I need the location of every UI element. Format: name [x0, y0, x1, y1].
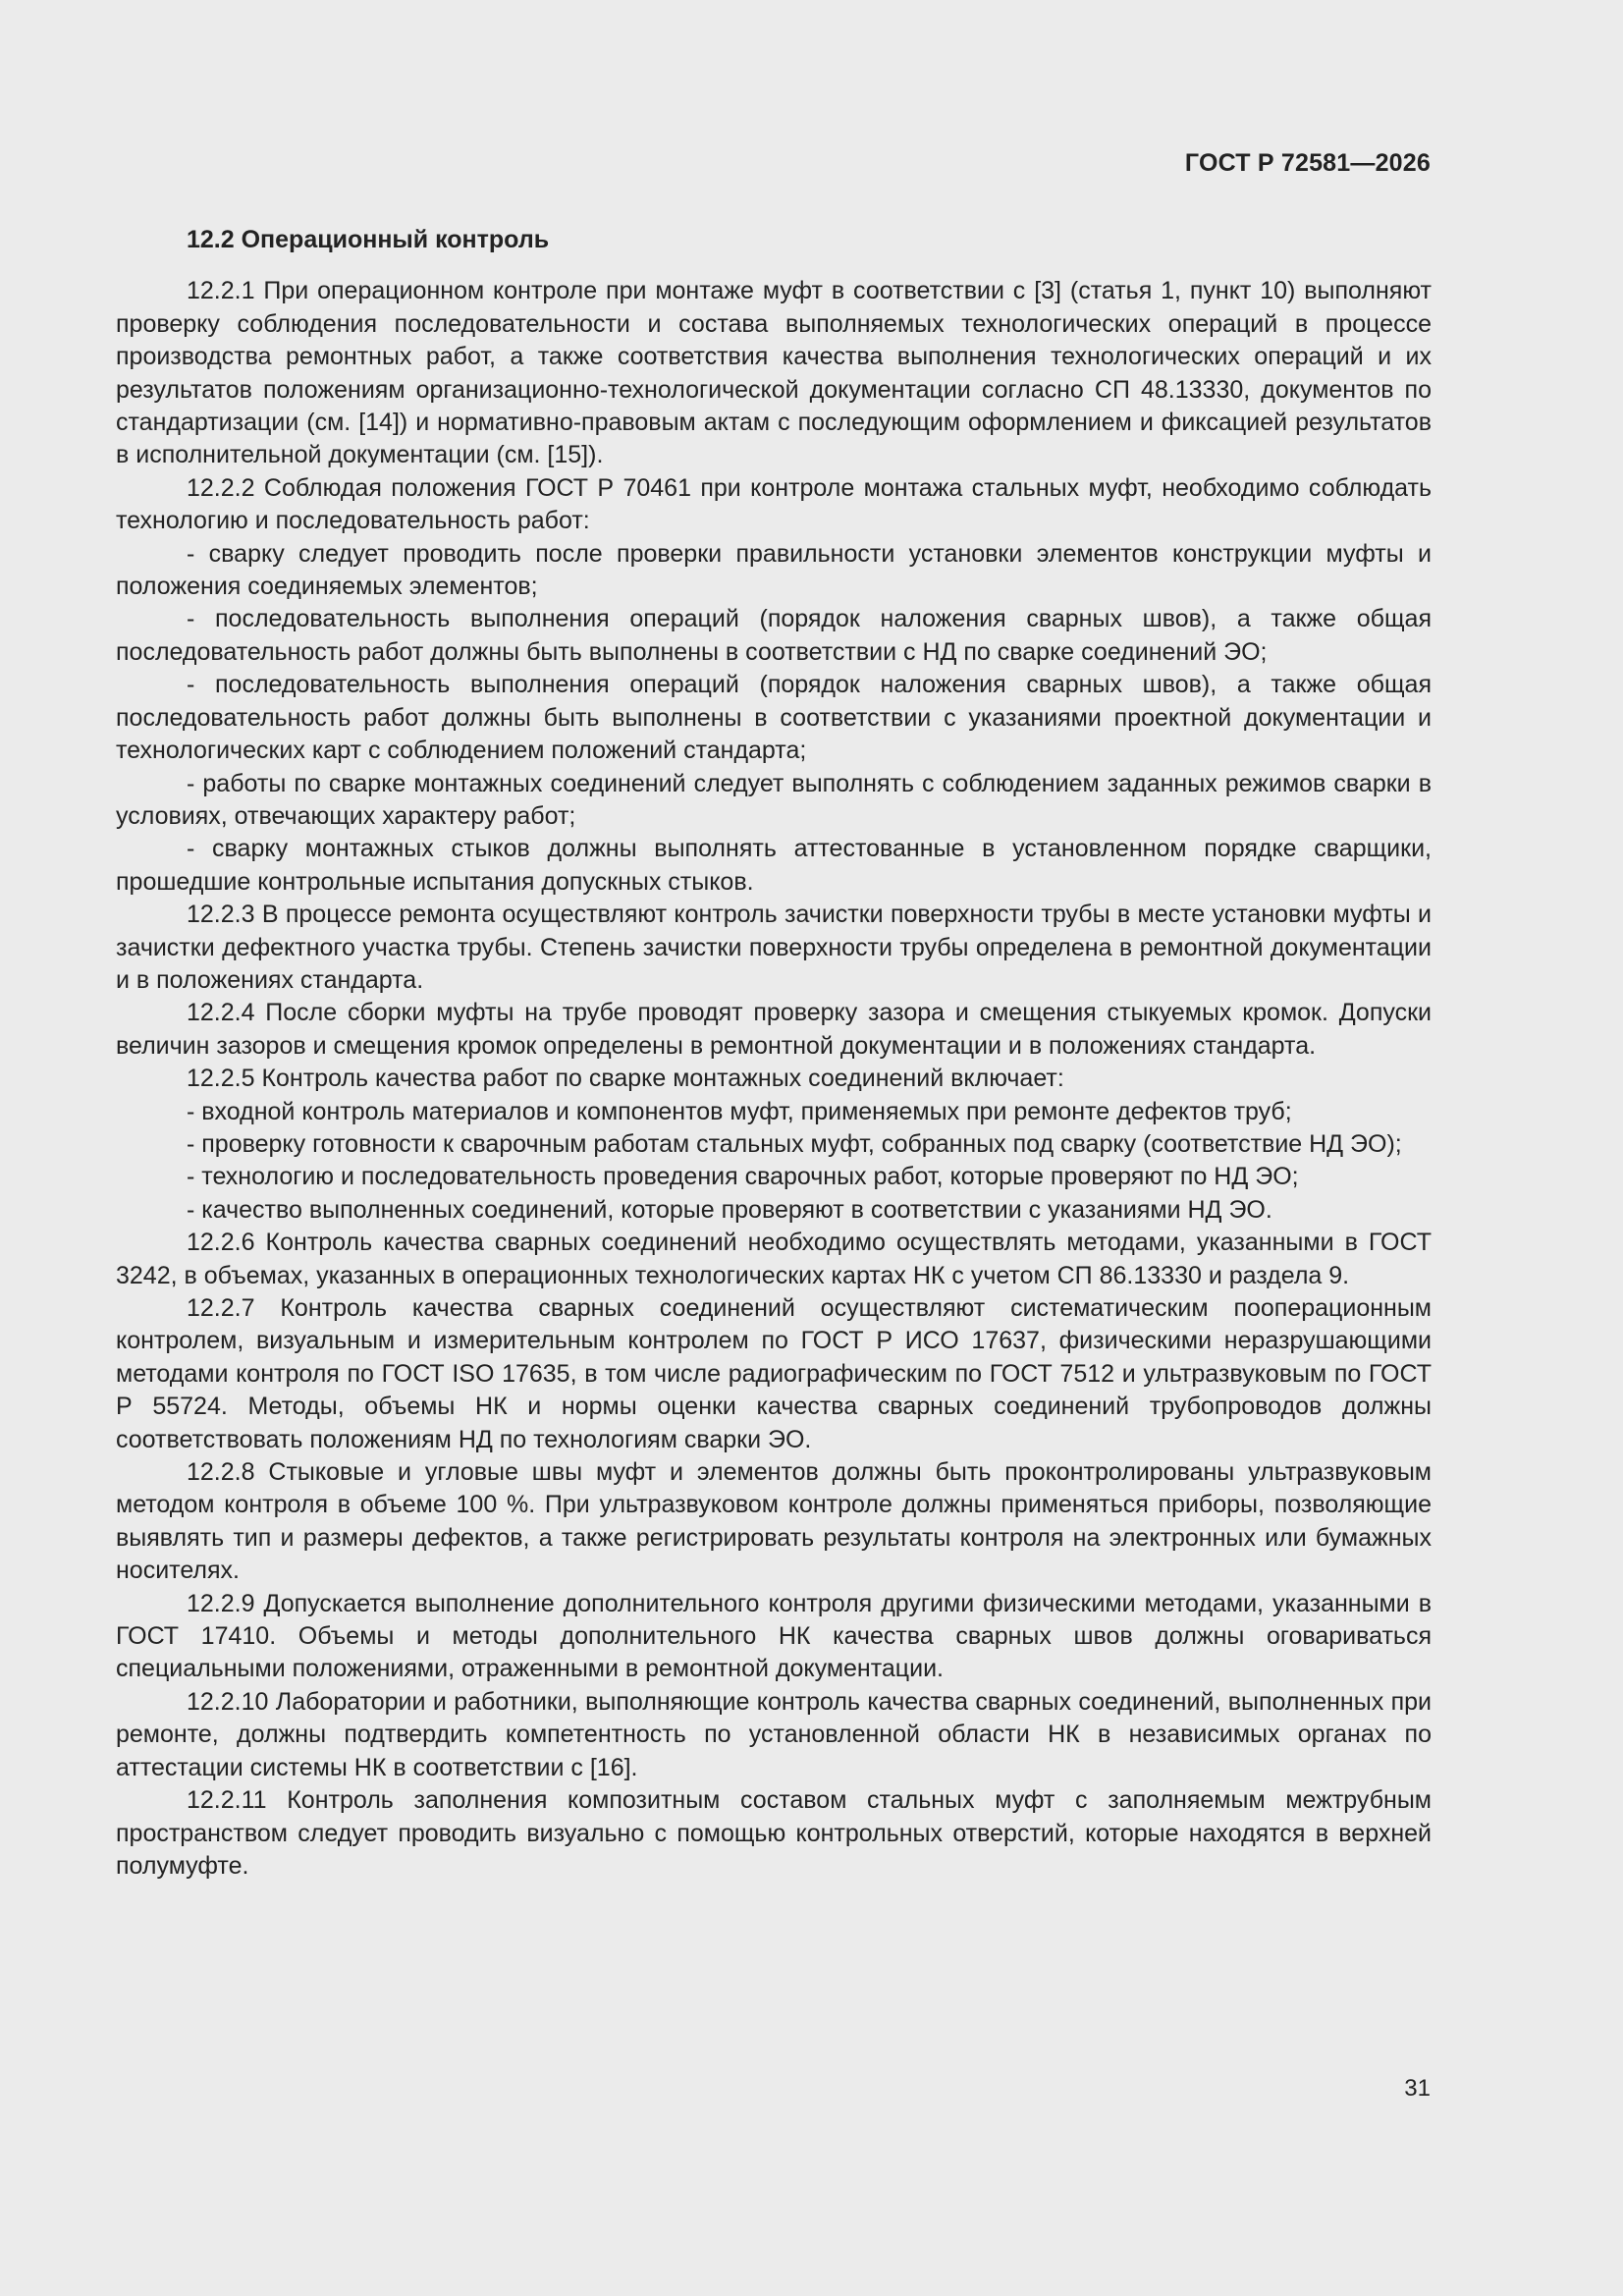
paragraph-12-2-9: 12.2.9 Допускается выполнение дополнительного контроля другими физическими методами, указанными в ГОСТ 17410. Объемы и методы дополнительного НК качества сварных швов должны оговариваться специальными положениями, отраженными в ремонтной документации. — [116, 1589, 1432, 1683]
list-item: - качество выполненных соединений, которые проверяют в соответствии с указаниями НД ЭО. — [187, 1195, 1272, 1224]
list-item: - технологию и последовательность проведения сварочных работ, которые проверяют по НД ЭО; — [187, 1163, 1299, 1191]
document-body — [116, 224, 1432, 1883]
paragraph-12-2-5: 12.2.5 Контроль качества работ по сварке монтажных соединений включает: — [187, 1065, 1064, 1093]
paragraph-12-2-10: 12.2.10 Лаборатории и работники, выполняющие контроль качества сварных соединений, выполненных при ремонте, должны подтвердить компетентность по установленной области НК в независимых органах по аттестации системы НК в соответствии с [16]. — [116, 1687, 1432, 1781]
paragraph-12-2-2: 12.2.2 Соблюдая положения ГОСТ Р 70461 при контроле монтажа стальных муфт, необходимо соблюдать технологию и последовательность работ: — [116, 473, 1432, 535]
paragraph-12-2-8: 12.2.8 Стыковые и угловые швы муфт и элементов должны быть проконтролированы ультразвуковым методом контроля в объеме 100 %. При ультразвуковом контроле должны применяться приборы, позволяющие выявлять тип и размеры дефектов, а также регистрировать результаты контроля на электронных или бумажных носителях. — [116, 1458, 1432, 1585]
paragraph-12-2-1: 12.2.1 При операционном контроле при монтаже муфт в соответствии с [3] (статья 1, пункт 10) выполняют проверку соблюдения последовательности и состава выполняемых технологических операций в процессе производства ремонтных работ, а также соответствия качества выполнения технологических операций и их результатов положениям организационно-технологической документации согласно СП 48.13330, документов по стандартизации (см. [14]) и нормативно-правовым актам с последующим оформлением и фиксацией результатов в исполнительной документации (см. [15]). — [116, 277, 1432, 469]
paragraph-12-2-3: 12.2.3 В процессе ремонта осуществляют контроль зачистки поверхности трубы в месте установки муфты и зачистки дефектного участка трубы. Степень зачистки поверхности трубы определена в ремонтной документации и в положениях стандарта. — [116, 901, 1432, 994]
list-item: - входной контроль материалов и компонентов муфт, применяемых при ремонте дефектов труб; — [187, 1097, 1292, 1125]
list-item: - сварку монтажных стыков должны выполнять аттестованные в установленном порядке сварщики, прошедшие контрольные испытания допускных стыков. — [116, 835, 1432, 896]
paragraph-12-2-7: 12.2.7 Контроль качества сварных соединений осуществляют систематическим пооперационным контролем, визуальным и измерительным контролем по ГОСТ Р ИСО 17637, физическими неразрушающими методами контроля по ГОСТ ISO 17635, в том числе радиографическим по ГОСТ 7512 и ультразвуковым по ГОСТ Р 55724. Методы, объемы НК и нормы оценки качества сварных соединений трубопроводов должны соответствовать положениям НД по технологиям сварки ЭО. — [116, 1294, 1432, 1453]
list-item: - проверку готовности к сварочным работам стальных муфт, собранных под сварку (соответствие НД ЭО); — [187, 1129, 1402, 1158]
list-item: - последовательность выполнения операций (порядок наложения сварных швов), а также общая последовательность работ должны быть выполнены в соответствии с указаниями проектной документации и технологических карт с соблюдением положений стандарта; — [116, 671, 1432, 765]
paragraph-12-2-6: 12.2.6 Контроль качества сварных соединений необходимо осуществлять методами, указанными в ГОСТ 3242, в объемах, указанных в операционных технологических картах НК с учетом СП 86.13330 и раздела 9. — [116, 1229, 1432, 1289]
list-item: - последовательность выполнения операций (порядок наложения сварных швов), а также общая последовательность работ должны быть выполнены в соответствии с НД по сварке соединений ЭО; — [116, 605, 1432, 666]
paragraph-12-2-11: 12.2.11 Контроль заполнения композитным составом стальных муфт с заполняемым межтрубным пространством следует проводить визуально с помощью контрольных отверстий, которые находятся в верхней полумуфте. — [116, 1786, 1432, 1880]
page-number: 31 — [1404, 2075, 1431, 2102]
list-item: - сварку следует проводить после проверки правильности установки элементов конструкции муфты и положения соединяемых элементов; — [116, 539, 1432, 601]
paragraph-12-2-4: 12.2.4 После сборки муфты на трубе проводят проверку зазора и смещения стыкуемых кромок. Допуски величин зазоров и смещения кромок определены в ремонтной документации и в положениях стандарта. — [116, 999, 1432, 1060]
section-title: 12.2 Операционный контроль — [187, 226, 550, 253]
list-item: - работы по сварке монтажных соединений следует выполнять с соблюдением заданных режимов сварки в условиях, отвечающих характеру работ; — [116, 769, 1432, 830]
document-code-header: ГОСТ Р 72581—2026 — [1184, 149, 1431, 177]
